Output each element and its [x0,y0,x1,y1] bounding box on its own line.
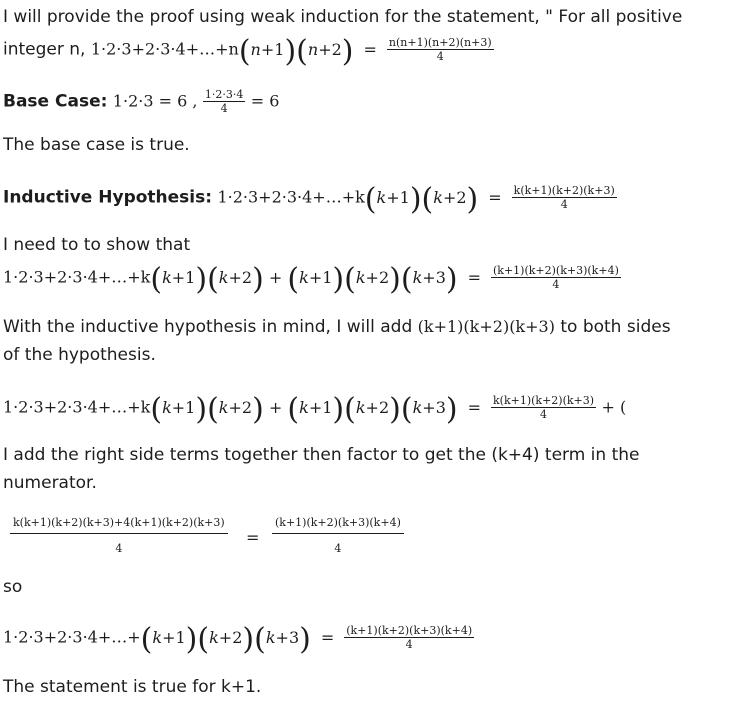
add-fraction: $\frac{k(k+1)(k+2)(k+3)}{4}$ [493,394,595,421]
intro-text: integer n, [3,39,91,60]
add-line-2: of the hypothesis. [3,345,156,365]
combine-equals: = [246,528,260,547]
hypothesis-sum: 1·2·3+2·3·4+…+k [217,187,365,207]
add-equation: 1·2·3+2·3·4+…+k(k+1)(k+2) + (k+1)(k+2)(k+3) = $\frac{k(k+1)(k+2)(k+3)}{4}$ + ( [3,391,627,427]
intro-line-2: integer n, 1·2·3+2·3·4+…+n(n+1)(n+2) = $\frac{n(n+1)(n+2)(n+3)}{4}$ [3,33,492,69]
base-case-expr: 1·2·3 = 6 , [112,91,198,111]
add-sum: 1·2·3+2·3·4+…+k [3,397,151,417]
show-equation: 1·2·3+2·3·4+…+k(k+1)(k+2) + (k+1)(k+2)(k+3) = $\frac{(k+1)(k+2)(k+3)(k+4)}{4}$ [3,261,619,297]
combine-line-1: I add the right side terms together then factor to get the (k+4) term in the [3,445,640,465]
base-case-fraction: $\frac{1\cdot 2\cdot 3\cdot 4}{4}$ [204,88,244,115]
combine-right-fraction: $\frac{(k+1)(k+2)(k+3)(k+4)}{4}$ [272,516,404,555]
hypothesis-line: Inductive Hypothesis: 1·2·3+2·3·4+…+k(k+1)(k+2) = $\frac{k(k+1)(k+2)(k+3)}{4}$ [3,181,615,217]
add-trail: + ( [601,397,627,417]
so-word: so [3,577,23,597]
so-fraction: $\frac{(k+1)(k+2)(k+3)(k+4)}{4}$ [346,624,473,651]
base-case-line [3,88,279,115]
show-text: I need to to show that [3,235,191,255]
so-equation: 1·2·3+2·3·4+…+(k+1)(k+2)(k+3) = $\frac{(k+1)(k+2)(k+3)(k+4)}{4}$ [3,621,473,657]
base-case-note: The base case is true. [3,135,190,155]
combine-left-fraction: $\frac{k(k+1)(k+2)(k+3)+4(k+1)(k+2)(k+3)}{4}$ [10,516,228,555]
intro-sum: 1·2·3+2·3·4+…+n [90,39,239,59]
hypothesis-label: Inductive Hypothesis: [3,187,213,208]
base-case-result: = 6 [250,91,280,111]
add-line-1: With the inductive hypothesis in mind, I will add (k+1)(k+2)(k+3) to both sides [3,317,671,337]
show-sum: 1·2·3+2·3·4+…+k [3,267,151,287]
combine-line-2: numerator. [3,473,97,493]
intro-fraction: $\frac{n(n+1)(n+2)(n+3)}{4}$ [388,36,492,63]
show-fraction: $\frac{(k+1)(k+2)(k+3)(k+4)}{4}$ [493,264,619,291]
add-expr: (k+1)(k+2)(k+3) [417,317,555,336]
hypothesis-fraction: $\frac{k(k+1)(k+2)(k+3)}{4}$ [513,184,615,211]
base-case-label: Base Case: [3,91,108,112]
conclusion: The statement is true for k+1. [3,677,262,697]
intro-line-1: I will provide the proof using weak induction for the statement, " For all positive [3,7,683,27]
so-sum: 1·2·3+2·3·4+…+ [3,627,141,647]
